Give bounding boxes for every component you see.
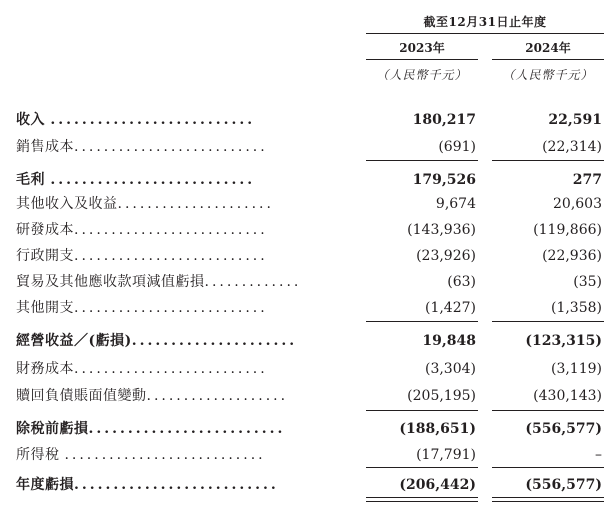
row-label: 銷售成本.......................... (16, 139, 268, 155)
row-label: 貿易及其他應收款項減值虧損............. (16, 274, 302, 290)
total-double-rule-2024 (492, 497, 604, 502)
subtotal-rule-2024 (492, 410, 604, 411)
subtotal-rule-2024 (492, 321, 604, 322)
row-redemption-liability-change (0, 385, 613, 407)
row-label: 年度虧損.......................... (16, 477, 279, 493)
row-label: 其他收入及收益..................... (16, 196, 274, 212)
row-income-tax (0, 444, 613, 466)
subtotal-rule-2023 (366, 321, 478, 322)
row-label: 收入 .......................... (16, 112, 256, 128)
value-2024: 20,603 (553, 196, 602, 212)
value-2024: – (595, 447, 602, 463)
value-2024: (430,143) (533, 388, 602, 404)
row-impairment-losses (0, 271, 613, 293)
value-2024: (1,358) (550, 300, 602, 316)
value-2024: (123,315) (525, 333, 602, 349)
row-operating-result (0, 330, 613, 352)
value-2024: (556,577) (525, 477, 602, 493)
period-header: 截至12月31日止年度 (423, 15, 547, 29)
row-label: 行政開支.......................... (16, 248, 268, 264)
row-label: 經營收益／(虧損)..................... (16, 333, 298, 349)
currency-unit-2024: （人民幣千元） (502, 68, 594, 82)
value-2024: (3,119) (550, 361, 602, 377)
value-2023: 180,217 (412, 112, 476, 128)
subtotal-rule-2023 (366, 410, 478, 411)
period-rule (366, 33, 604, 34)
row-finance-costs (0, 358, 613, 380)
row-label: 研發成本.......................... (16, 222, 268, 238)
column-header-2024: 2024年 (525, 41, 571, 55)
value-2024: (22,936) (542, 248, 602, 264)
value-2024: (556,577) (525, 421, 602, 437)
row-cost-of-sales (0, 136, 613, 158)
row-label: 贖回負債賬面值變動................... (16, 388, 289, 404)
column-header-2023: 2023年 (399, 41, 445, 55)
value-2024: 22,591 (548, 112, 602, 128)
value-2023: (63) (447, 274, 476, 290)
row-loss-before-tax (0, 418, 613, 440)
value-2023: (23,926) (416, 248, 476, 264)
column-header-rule-2024 (492, 59, 604, 60)
value-2023: 9,674 (435, 196, 476, 212)
value-2023: (206,442) (399, 477, 476, 493)
value-2024: (22,314) (542, 139, 602, 155)
row-admin-expenses (0, 245, 613, 267)
row-label: 除稅前虧損......................... (16, 421, 286, 437)
currency-unit-2023: （人民幣千元） (376, 68, 468, 82)
row-label: 財務成本.......................... (16, 361, 268, 377)
row-loss-for-year (0, 474, 613, 496)
row-revenue (0, 109, 613, 131)
value-2024: 277 (572, 172, 602, 188)
value-2023: (205,195) (407, 388, 476, 404)
value-2023: (143,936) (407, 222, 476, 238)
column-header-rule-2023 (366, 59, 478, 60)
row-other-income (0, 193, 613, 215)
total-double-rule-2023 (366, 497, 478, 502)
value-2023: (188,651) (399, 421, 476, 437)
subtotal-rule-2024 (492, 467, 604, 468)
value-2023: (691) (438, 139, 476, 155)
value-2023: (3,304) (424, 361, 476, 377)
row-label: 毛利 .......................... (16, 172, 256, 188)
subtotal-rule-2023 (366, 160, 478, 161)
value-2024: (35) (573, 274, 602, 290)
value-2023: 179,526 (412, 172, 476, 188)
subtotal-rule-2024 (492, 160, 604, 161)
value-2023: (1,427) (424, 300, 476, 316)
row-gross-profit (0, 169, 613, 191)
subtotal-rule-2023 (366, 467, 478, 468)
row-other-expenses (0, 297, 613, 319)
value-2023: 19,848 (422, 333, 476, 349)
row-label: 其他開支.......................... (16, 300, 268, 316)
value-2023: (17,791) (416, 447, 476, 463)
row-rnd-costs (0, 219, 613, 241)
value-2024: (119,866) (533, 222, 602, 238)
row-label: 所得稅 ........................... (16, 447, 266, 463)
